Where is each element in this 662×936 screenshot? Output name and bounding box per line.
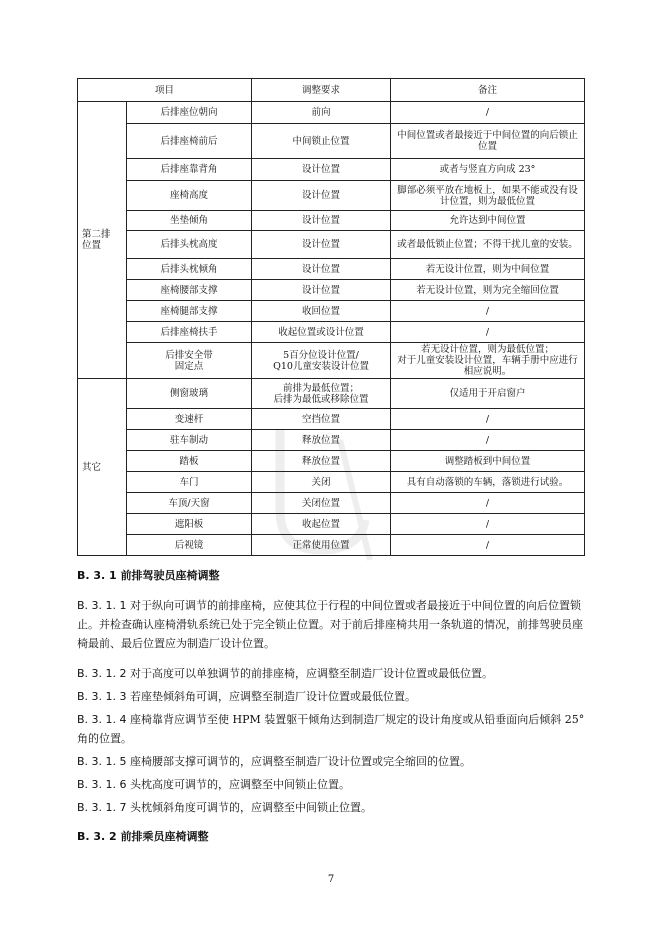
table-row bbox=[78, 301, 585, 322]
cell-remark: 若无设计位置，则为中间位置 bbox=[391, 259, 585, 280]
cell-remark: 若无设计位置，则为完全缩回位置 bbox=[391, 280, 585, 301]
table-row bbox=[78, 535, 585, 556]
cell-requirement: 设计位置 bbox=[252, 259, 391, 280]
cell-remark: 脚部必须平放在地板上，如果不能或没有设计位置，则为最低位置 bbox=[391, 181, 585, 211]
cell-remark: 允许达到中间位置 bbox=[391, 211, 585, 231]
cell-remark: / bbox=[391, 301, 585, 322]
cell-requirement: 5百分位设计位置/ Q10儿童安装设计位置 bbox=[252, 343, 391, 379]
cell-requirement: 收回位置 bbox=[252, 301, 391, 322]
clause-text: 对于高度可以单独调节的前排座椅，应调整至制造厂设计位置或最低位置。 bbox=[130, 667, 494, 680]
table-row bbox=[78, 322, 585, 343]
group-label: 其它 bbox=[78, 379, 127, 556]
header-item: 项目 bbox=[78, 79, 252, 102]
cell-item: 坐垫倾角 bbox=[127, 211, 252, 231]
cell-item: 变速杆 bbox=[127, 409, 252, 430]
cell-remark: / bbox=[391, 535, 585, 556]
table-row bbox=[78, 211, 585, 231]
cell-remark: 或者最低锁止位置；不得干扰儿童的安装。 bbox=[391, 231, 585, 259]
clause-text: 座椅腰部支撑可调节的，应调整至制造厂设计位置或完全缩回的位置。 bbox=[130, 755, 472, 768]
table-row bbox=[78, 514, 585, 535]
section-heading-b31: B. 3. 1 前排驾驶员座椅调整 bbox=[77, 569, 220, 582]
clause-number: B. 3. 1. 1 bbox=[77, 599, 127, 612]
clause-text: 对于纵向可调节的前排座椅，应使其位于行程的中间位置或者最接近于中间位置的向后位置锁止。并检查确认座椅滑轨系统已处于完全锁止位置。对于前后排座椅共用一条轨道的情况，前排驾驶员座椅最前、最后位置应为制造厂设计位置。 bbox=[77, 599, 583, 650]
cell-item: 侧窗玻璃 bbox=[127, 379, 252, 409]
cell-requirement: 前排为最低位置； 后排为最低或移除位置 bbox=[252, 379, 391, 409]
section-heading-b32: B. 3. 2 前排乘员座椅调整 bbox=[77, 830, 209, 843]
cell-item: 后视镜 bbox=[127, 535, 252, 556]
header-remark: 备注 bbox=[391, 79, 585, 102]
cell-item: 座椅高度 bbox=[127, 181, 252, 211]
table-row bbox=[78, 379, 585, 409]
cell-requirement: 正常使用位置 bbox=[252, 535, 391, 556]
cell-requirement: 收起位置 bbox=[252, 514, 391, 535]
cell-requirement: 设计位置 bbox=[252, 280, 391, 301]
table-row bbox=[78, 231, 585, 259]
cell-item: 座椅腰部支撑 bbox=[127, 280, 252, 301]
cell-requirement: 设计位置 bbox=[252, 181, 391, 211]
cell-requirement: 关闭 bbox=[252, 472, 391, 493]
paragraph bbox=[77, 775, 585, 794]
cell-requirement: 中间锁止位置 bbox=[252, 124, 391, 159]
table-row bbox=[78, 259, 585, 280]
paragraph bbox=[77, 664, 585, 683]
cell-requirement: 设计位置 bbox=[252, 211, 391, 231]
cell-remark: 具有自动落锁的车辆，落锁进行试验。 bbox=[391, 472, 585, 493]
header-requirement: 调整要求 bbox=[252, 79, 391, 102]
cell-remark: / bbox=[391, 322, 585, 343]
clause-text: 若座垫倾斜角可调，应调整至制造厂设计位置或最低位置。 bbox=[130, 690, 417, 703]
cell-remark: 调整踏板到中间位置 bbox=[391, 451, 585, 472]
cell-requirement: 设计位置 bbox=[252, 231, 391, 259]
cell-remark: / bbox=[391, 409, 585, 430]
cell-item: 后排座椅前后 bbox=[127, 124, 252, 159]
cell-item: 遮阳板 bbox=[127, 514, 252, 535]
table-row bbox=[78, 472, 585, 493]
seat-adjustment-table bbox=[77, 78, 585, 556]
clause-text: 头枕高度可调节的，应调整至中间锁止位置。 bbox=[130, 778, 351, 791]
table-row bbox=[78, 181, 585, 211]
cell-item: 后排头枕倾角 bbox=[127, 259, 252, 280]
cell-item: 踏板 bbox=[127, 451, 252, 472]
table-header-row bbox=[78, 79, 585, 102]
cell-requirement: 收起位置或设计位置 bbox=[252, 322, 391, 343]
cell-item: 后排座椅扶手 bbox=[127, 322, 252, 343]
cell-remark: 若无设计位置，则为最低位置； 对于儿童安装设计位置，车辆手册中应进行相应说明。 bbox=[391, 343, 585, 379]
cell-requirement: 前向 bbox=[252, 102, 391, 124]
clause-number: B. 3. 1. 4 bbox=[77, 713, 127, 726]
paragraph bbox=[77, 687, 585, 706]
cell-remark: 或者与竖直方向成 23° bbox=[391, 159, 585, 181]
page-number: 7 bbox=[327, 874, 335, 885]
cell-item: 车门 bbox=[127, 472, 252, 493]
cell-requirement: 设计位置 bbox=[252, 159, 391, 181]
table-row bbox=[78, 280, 585, 301]
table-row bbox=[78, 451, 585, 472]
cell-requirement: 释放位置 bbox=[252, 451, 391, 472]
clause-text: 头枕倾斜角度可调节的，应调整至中间锁止位置。 bbox=[130, 801, 373, 814]
cell-item: 后排安全带 固定点 bbox=[127, 343, 252, 379]
cell-item: 驻车制动 bbox=[127, 430, 252, 451]
clause-number: B. 3. 1. 7 bbox=[77, 801, 127, 814]
paragraph bbox=[77, 798, 585, 817]
paragraph bbox=[77, 596, 585, 653]
clause-number: B. 3. 1. 6 bbox=[77, 778, 127, 791]
cell-item: 座椅腿部支撑 bbox=[127, 301, 252, 322]
table-row bbox=[78, 493, 585, 514]
cell-item: 后排座位朝向 bbox=[127, 102, 252, 124]
clause-text: 座椅靠背应调节至使 HPM 装置躯干倾角达到制造厂规定的设计角度或从铅垂面向后倾斜 25°角的位置。 bbox=[77, 713, 585, 745]
cell-requirement: 空挡位置 bbox=[252, 409, 391, 430]
cell-remark: 中间位置或者最接近于中间位置的向后锁止位置 bbox=[391, 124, 585, 159]
table-row bbox=[78, 159, 585, 181]
clause-number: B. 3. 1. 2 bbox=[77, 667, 127, 680]
group-label: 第二排 位置 bbox=[78, 102, 127, 379]
cell-remark: / bbox=[391, 493, 585, 514]
table-row bbox=[78, 409, 585, 430]
cell-item: 车顶/天窗 bbox=[127, 493, 252, 514]
cell-remark: / bbox=[391, 514, 585, 535]
paragraph bbox=[77, 752, 585, 771]
table-row bbox=[78, 102, 585, 124]
cell-remark: / bbox=[391, 102, 585, 124]
clause-number: B. 3. 1. 3 bbox=[77, 690, 127, 703]
cell-remark: 仅适用于开启窗户 bbox=[391, 379, 585, 409]
cell-item: 后排头枕高度 bbox=[127, 231, 252, 259]
paragraph bbox=[77, 710, 585, 748]
table-row bbox=[78, 430, 585, 451]
table-row bbox=[78, 343, 585, 379]
cell-requirement: 释放位置 bbox=[252, 430, 391, 451]
table-row bbox=[78, 124, 585, 159]
cell-requirement: 关闭位置 bbox=[252, 493, 391, 514]
cell-item: 后排座靠背角 bbox=[127, 159, 252, 181]
cell-remark: / bbox=[391, 430, 585, 451]
clause-number: B. 3. 1. 5 bbox=[77, 755, 127, 768]
